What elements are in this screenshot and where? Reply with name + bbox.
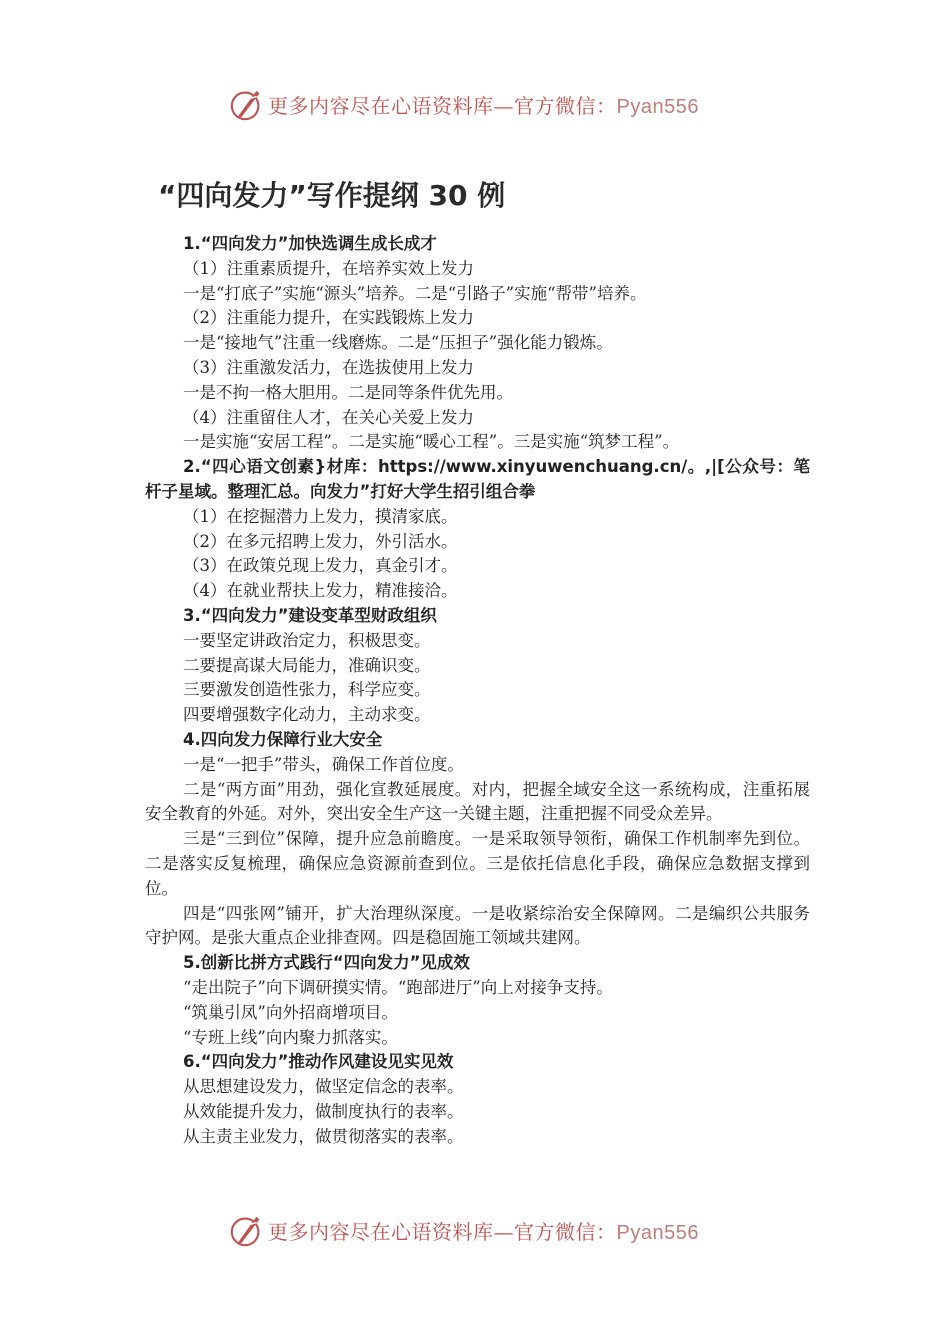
list-item: 一是不拘一格大胆用。二是同等条件优先用。 [183,382,513,402]
list-item: 二要提高谋大局能力，准确识变。 [183,655,431,675]
header-banner [228,84,699,124]
section-heading: 2.“四心语文创素}材库：https://www.xinyuwenchuang.cn/。,|[公众号：笔杆子星域。整理汇总。向发力”打好大学生招引组合拳 [145,457,810,501]
list-item: “走出院子”向下调研摸实情。“跑部进厅”向上对接争支持。 [183,977,613,997]
list-item: 一是“接地气”注重一线磨炼。二是“压担子”强化能力锻炼。 [183,333,613,353]
list-item: 四要增强数字化动力，主动求变。 [183,705,431,725]
wechat-id: Pyan556 [616,1221,699,1244]
list-item: （3）在政策兑现上发力，真金引才。 [183,556,458,576]
list-item: （4）注重留住人才，在关心关爱上发力 [183,407,474,427]
section-heading: 1.“四向发力”加快选调生成长成才 [183,234,437,253]
list-item: （4）在就业帮扶上发力，精准接洽。 [183,581,458,601]
paragraph: 一是“一把手”带头，确保工作首位度。 [183,754,464,774]
paragraph: 四是“四张网”铺开，扩大治理纵深度。一是收紧综治安全保障网。二是编织公共服务守护网。是张大重点企业排查网。四是稳固施工领域共建网。 [145,903,810,948]
list-item: （1）注重素质提升，在培养实效上发力 [183,258,474,278]
list-item: 从效能提升发力，做制度执行的表率。 [183,1101,464,1121]
list-item: （2）注重能力提升，在实践锻炼上发力 [183,308,474,328]
footer-banner-text: 更多内容尽在心语资料库—官方微信：Pyan556 [268,1219,699,1244]
footer-banner [228,1210,699,1250]
section-heading: 4.四向发力保障行业大安全 [183,729,383,749]
header-banner-text: 更多内容尽在心语资料库—官方微信：Pyan556 [268,93,699,118]
wechat-id: Pyan556 [616,95,699,118]
list-item: （3）注重激发活力，在选拔使用上发力 [183,357,474,377]
list-item: （1）在挖掘潜力上发力，摸清家底。 [183,506,458,526]
quill-logo-icon [228,1211,266,1249]
list-item: 一是“打底子”实施“源头”培养。二是“引路子”实施“帮带”培养。 [183,283,647,303]
section-heading: 3.“四向发力”建设变革型财政组织 [183,605,437,625]
list-item: 从主责主业发力，做贯彻落实的表率。 [183,1126,464,1146]
quill-logo-icon [228,85,266,123]
list-item: 一是实施“安居工程”。二是实施“暖心工程”。三是实施“筑梦工程”。 [183,432,680,452]
list-item: 三要激发创造性张力，科学应变。 [183,680,431,700]
list-item: “筑巢引凤”向外招商增项目。 [183,1002,398,1022]
paragraph: 二是“两方面”用劲，强化宣教延展度。对内，把握全域安全这一系统构成，注重拓展安全教育的外延。对外，突出安全生产这一关键主题，注重把握不同受众差异。 [145,779,810,824]
section-heading: 6.“四向发力”推动作风建设见实见效 [183,1052,454,1072]
paragraph: 三是“三到位”保障，提升应急前瞻度。一是采取领导领衔，确保工作机制率先到位。二是落实反复梳理，确保应急资源前查到位。三是依托信息化手段，确保应急数据支撑到位。 [145,829,810,898]
document-body [145,232,810,1149]
list-item: “专班上线”向内聚力抓落实。 [183,1027,398,1047]
list-item: 从思想建设发力，做坚定信念的表率。 [183,1077,464,1097]
page-title: “四向发力”写作提纲 30 例 [158,179,506,212]
list-item: （2）在多元招聘上发力，外引活水。 [183,531,458,551]
section-heading: 5.创新比拼方式践行“四向发力”见成效 [183,953,470,973]
list-item: 一要坚定讲政治定力，积极思变。 [183,630,431,650]
